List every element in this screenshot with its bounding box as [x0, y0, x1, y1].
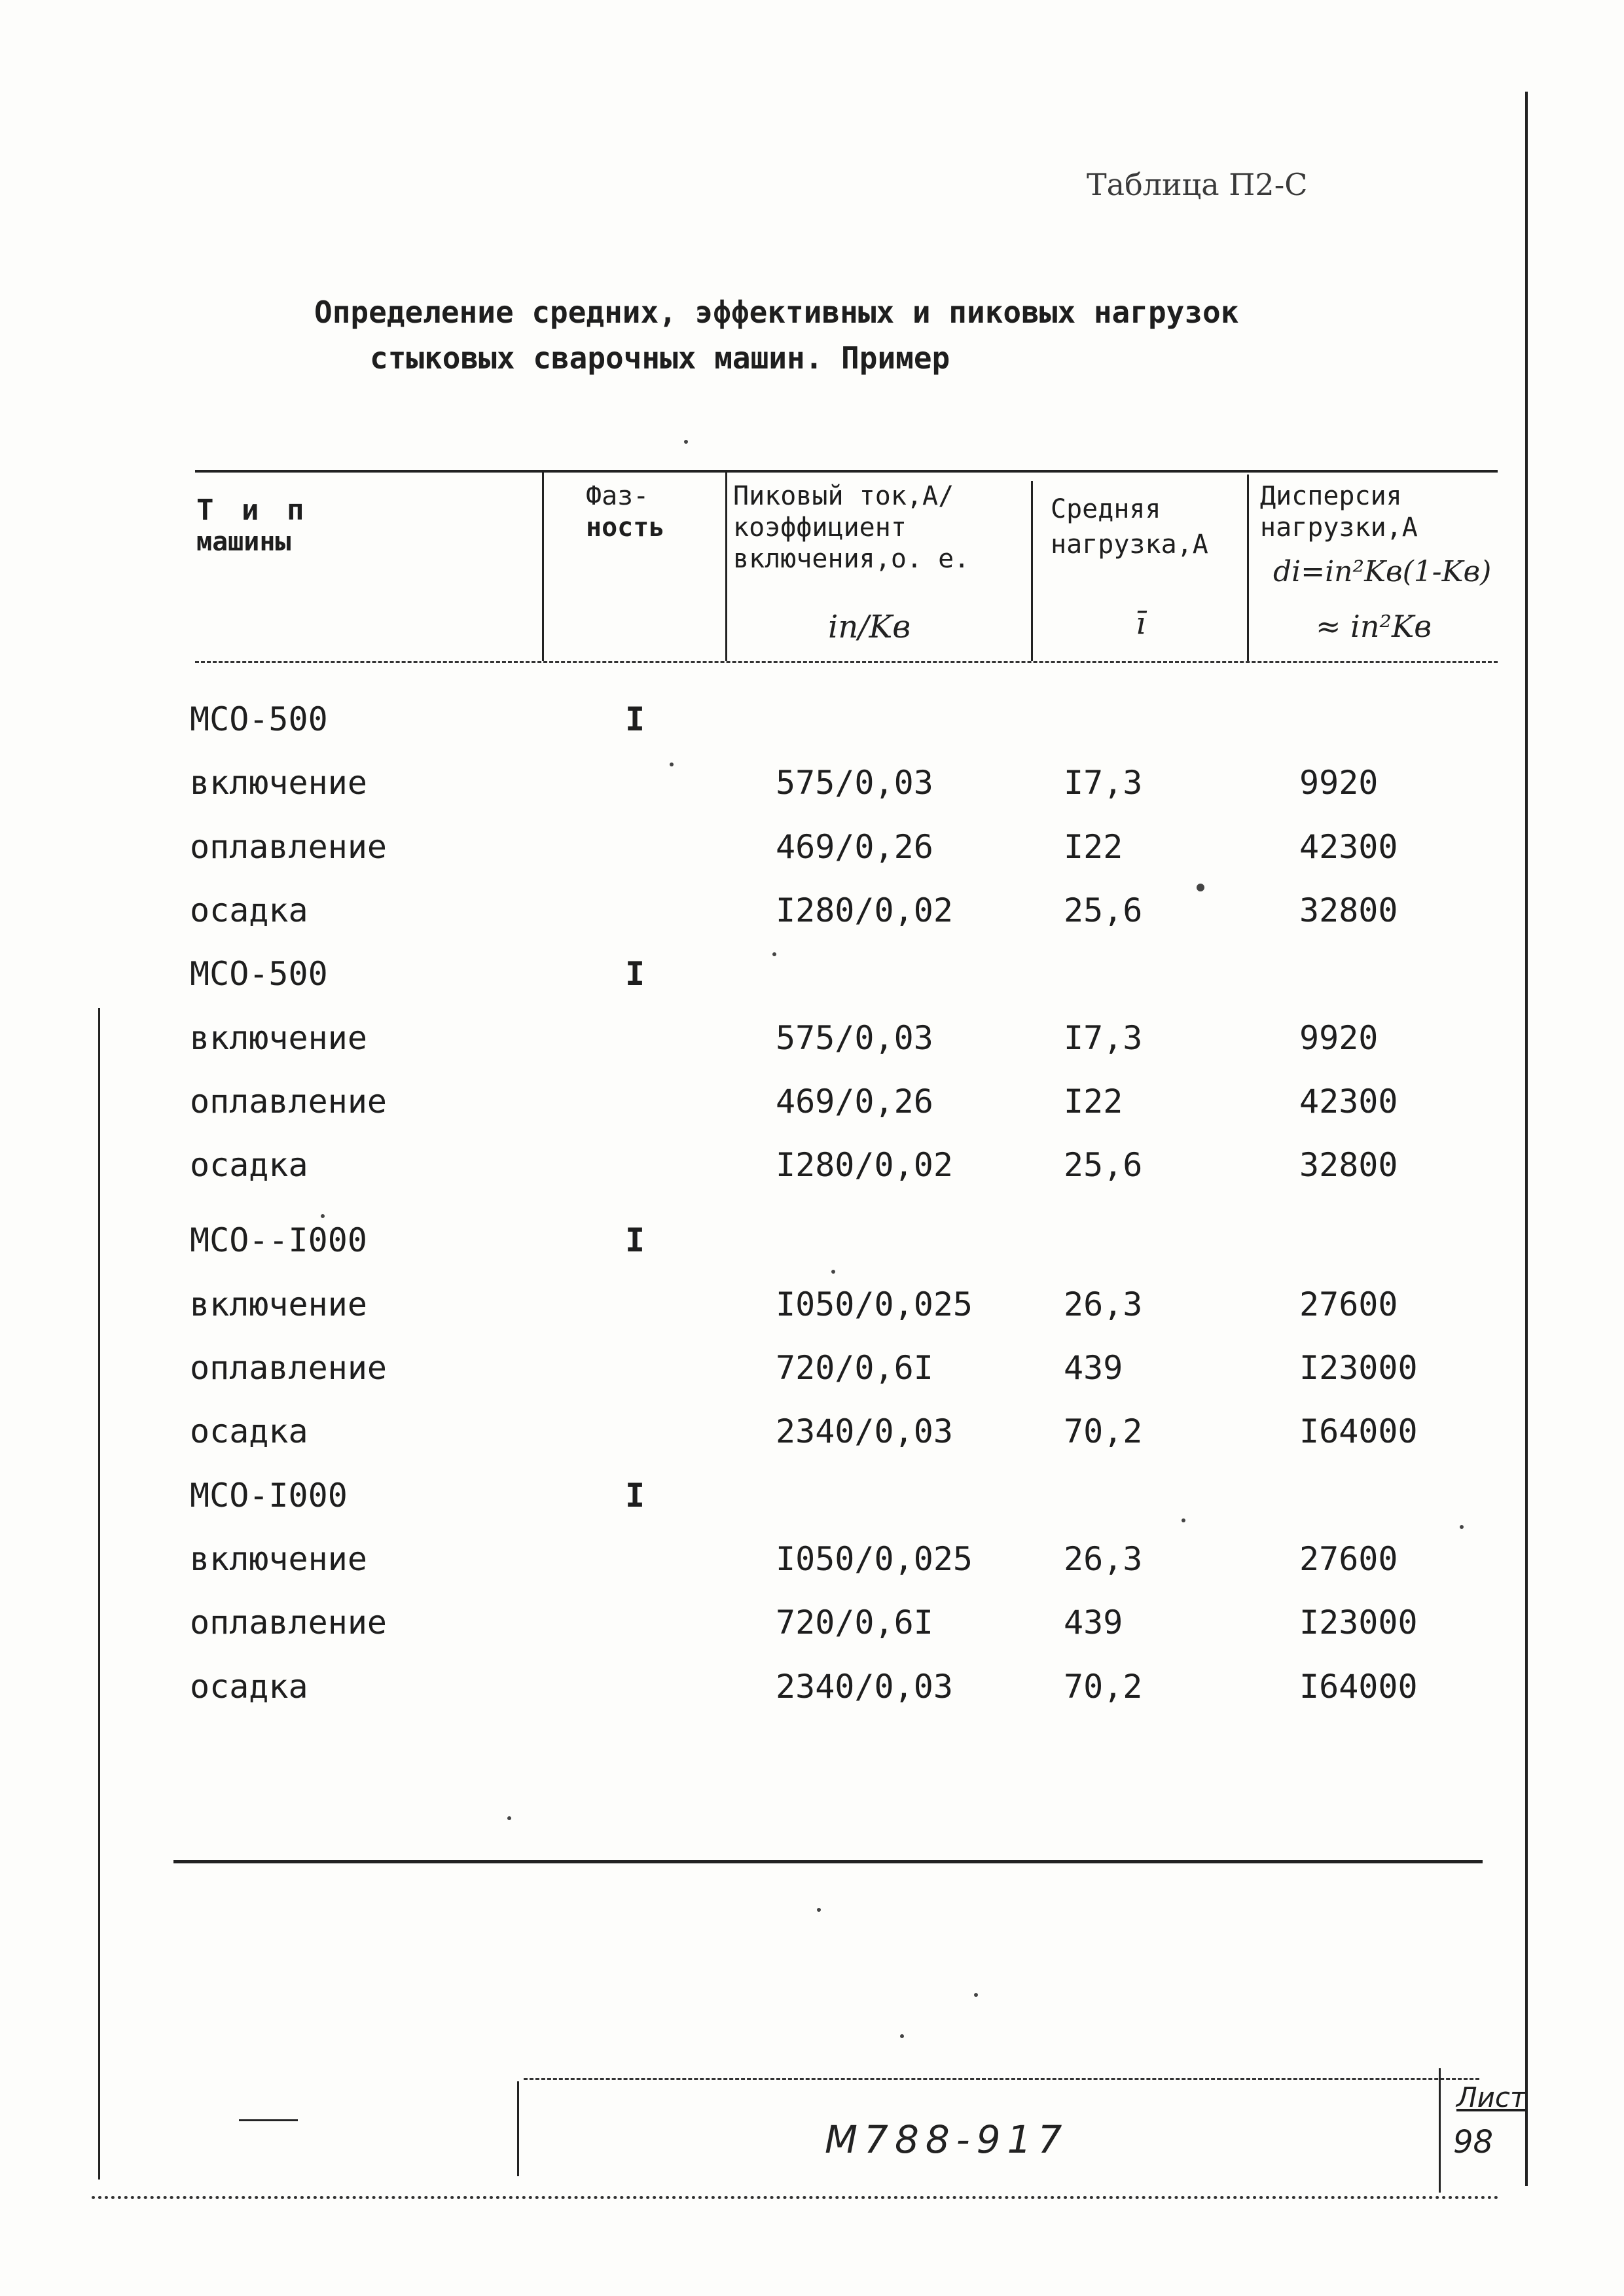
- scan-speck: [1460, 1525, 1464, 1529]
- row-dispersion: 9920: [1299, 1018, 1379, 1057]
- table-top-rule: [195, 470, 1498, 473]
- row-average: I7,3: [1064, 764, 1143, 802]
- row-peak: I050/0,025: [776, 1539, 973, 1578]
- row-phase: I: [625, 1221, 645, 1260]
- scan-speck: [670, 762, 674, 766]
- stamp-left-stub: [239, 2119, 298, 2121]
- table-row: [0, 1668, 1624, 1731]
- document-title-line-2: стыковых сварочных машин. Пример: [370, 340, 950, 376]
- table-row: [0, 700, 1624, 763]
- row-dispersion: 27600: [1299, 1539, 1398, 1578]
- row-dispersion: I64000: [1299, 1412, 1418, 1451]
- page-right-edge: [1525, 92, 1528, 2186]
- table-row: [0, 828, 1624, 891]
- table-row: [0, 955, 1624, 1018]
- header-type-2: машины: [196, 527, 291, 557]
- row-average: 25,6: [1064, 1146, 1143, 1185]
- row-dispersion: 42300: [1299, 1082, 1398, 1121]
- row-average: 26,3: [1064, 1285, 1143, 1323]
- row-phase: I: [625, 1476, 645, 1515]
- scan-speck: [1182, 1518, 1185, 1522]
- row-dispersion: 27600: [1299, 1285, 1398, 1323]
- page-bottom-rule: [92, 2196, 1499, 2199]
- header-avg-1: Средняя: [1051, 494, 1161, 524]
- row-average: 439: [1064, 1604, 1123, 1642]
- row-average: 70,2: [1064, 1667, 1143, 1706]
- header-peak-symbol: iп/Kв: [828, 609, 911, 645]
- row-dispersion: I64000: [1299, 1667, 1418, 1706]
- row-name: осадка: [190, 891, 308, 929]
- header-peak-3: включения,о. е.: [733, 544, 970, 574]
- row-name: оплавление: [190, 1604, 388, 1642]
- row-name: включение: [190, 1018, 367, 1057]
- row-name: оплавление: [190, 1349, 388, 1387]
- row-dispersion: 32800: [1299, 891, 1398, 929]
- scan-speck: [900, 2034, 904, 2038]
- header-disp-formula-1: di=iп²Kв(1-Kв): [1273, 555, 1492, 588]
- column-divider-1: [542, 470, 544, 661]
- document-title-line-1: Определение средних, эффективных и пиковых нагрузок: [314, 295, 1239, 330]
- header-peak-2: коэффициент: [733, 512, 907, 543]
- table-row: [0, 1412, 1624, 1475]
- row-name: осадка: [190, 1146, 308, 1185]
- row-dispersion: 9920: [1299, 764, 1379, 802]
- page-left-edge: [98, 1008, 100, 2179]
- row-name: включение: [190, 764, 367, 802]
- row-average: 25,6: [1064, 891, 1143, 929]
- table-row: [0, 1477, 1624, 1539]
- header-type: Т и п: [196, 493, 310, 527]
- table-row: [0, 891, 1624, 954]
- table-row: [0, 1019, 1624, 1082]
- row-average: 439: [1064, 1349, 1123, 1387]
- row-dispersion: I23000: [1299, 1349, 1418, 1387]
- row-peak: 720/0,6I: [776, 1604, 933, 1642]
- scan-speck: [831, 1270, 835, 1274]
- row-name: включение: [190, 1285, 367, 1323]
- row-peak: 469/0,26: [776, 1082, 933, 1121]
- row-peak: 2340/0,03: [776, 1412, 953, 1451]
- table-row: [0, 1146, 1624, 1209]
- row-peak: 2340/0,03: [776, 1667, 953, 1706]
- row-dispersion: I23000: [1299, 1604, 1418, 1642]
- scan-speck: [772, 952, 776, 956]
- row-peak: I050/0,025: [776, 1285, 973, 1323]
- table-row: [0, 1540, 1624, 1603]
- row-average: I22: [1064, 1082, 1123, 1121]
- column-divider-4: [1247, 475, 1249, 661]
- table-row: [0, 764, 1624, 827]
- table-header-bottom-rule: [195, 661, 1498, 663]
- row-average: 70,2: [1064, 1412, 1143, 1451]
- row-phase: I: [625, 700, 645, 738]
- row-dispersion: 42300: [1299, 827, 1398, 866]
- document-code: М788-917: [825, 2117, 1069, 2162]
- header-phase-2: ность: [586, 512, 665, 543]
- row-name: осадка: [190, 1412, 308, 1451]
- table-bottom-rule: [173, 1860, 1483, 1863]
- header-peak-1: Пиковый ток,А/: [733, 481, 954, 511]
- scan-speck: [684, 440, 688, 444]
- row-peak: I280/0,02: [776, 1146, 953, 1185]
- header-phase-1: Фаз-: [586, 481, 649, 511]
- table-row: [0, 1349, 1624, 1412]
- row-average: I7,3: [1064, 1018, 1143, 1057]
- row-peak: 469/0,26: [776, 827, 933, 866]
- header-avg-symbol: ī: [1136, 605, 1146, 642]
- header-disp-formula-2: ≈ iп²Kв: [1316, 609, 1432, 644]
- row-peak: 575/0,03: [776, 764, 933, 802]
- row-name: МСО-I000: [190, 1476, 348, 1515]
- row-name: оплавление: [190, 827, 388, 866]
- row-name: оплавление: [190, 1082, 388, 1121]
- column-divider-2: [725, 470, 727, 661]
- table-row: [0, 1604, 1624, 1666]
- row-name: МСО-500: [190, 955, 328, 994]
- header-disp-2: нагрузки,А: [1260, 512, 1418, 543]
- header-avg-2: нагрузка,А: [1051, 529, 1208, 560]
- table-row: [0, 1083, 1624, 1145]
- row-average: I22: [1064, 827, 1123, 866]
- row-peak: I280/0,02: [776, 891, 953, 929]
- row-name: МСО--I000: [190, 1221, 367, 1260]
- table-label: Таблица П2-С: [1087, 167, 1308, 202]
- table-row: [0, 1285, 1624, 1348]
- header-disp-1: Дисперсия: [1260, 481, 1402, 511]
- row-peak: 575/0,03: [776, 1018, 933, 1057]
- stamp-left-divider: [517, 2081, 519, 2176]
- row-name: включение: [190, 1539, 367, 1578]
- row-dispersion: 32800: [1299, 1146, 1398, 1185]
- row-average: 26,3: [1064, 1539, 1143, 1578]
- sheet-box-left: [1439, 2068, 1441, 2193]
- scan-speck: [817, 1908, 821, 1912]
- scan-speck: [1197, 884, 1204, 891]
- scan-speck: [507, 1816, 511, 1820]
- sheet-label: Лист: [1456, 2081, 1526, 2113]
- stamp-top-rule: [524, 2078, 1479, 2080]
- sheet-number: 98: [1453, 2124, 1494, 2161]
- column-divider-3: [1031, 481, 1033, 661]
- row-phase: I: [625, 955, 645, 994]
- row-peak: 720/0,6I: [776, 1349, 933, 1387]
- scan-speck: [321, 1214, 325, 1218]
- table-row: [0, 1221, 1624, 1284]
- row-name: МСО-500: [190, 700, 328, 738]
- row-name: осадка: [190, 1667, 308, 1706]
- scan-speck: [974, 1993, 978, 1997]
